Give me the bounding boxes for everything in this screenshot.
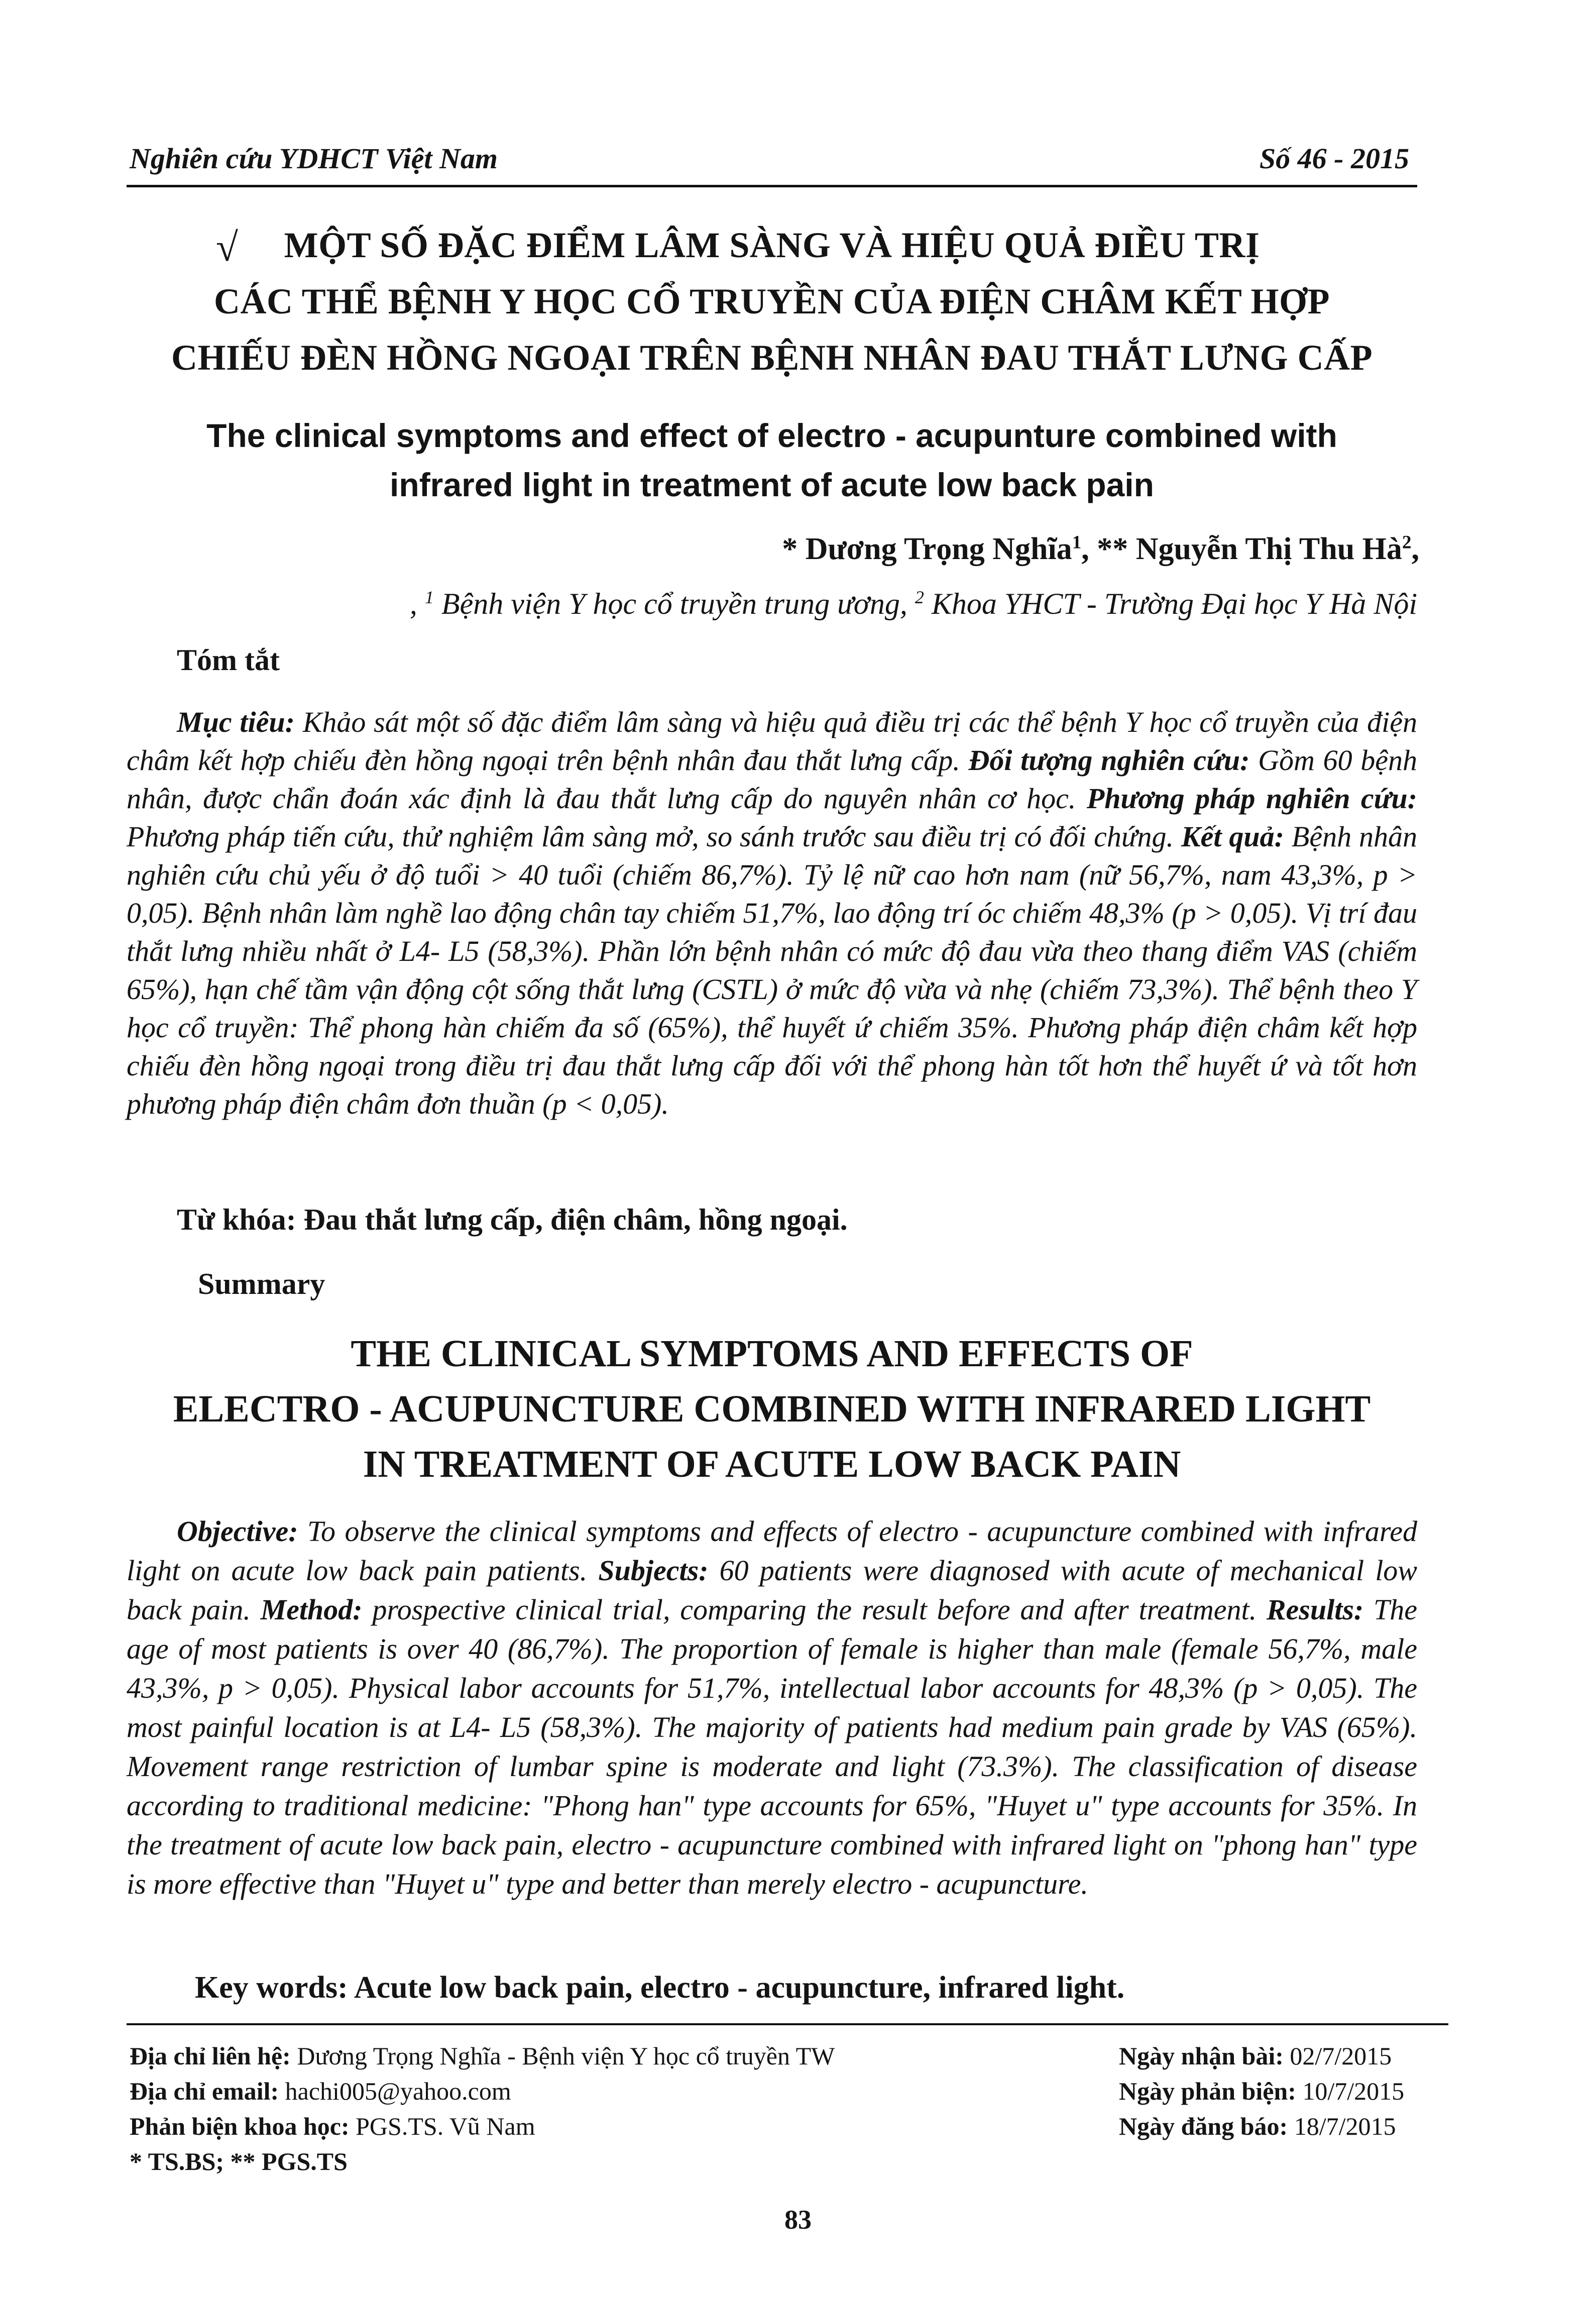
subjects-label-en: Subjects: [598,1554,709,1587]
keywords-english: Key words: Acute low back pain, electro - acupuncture, infrared light. [195,1970,1125,2005]
degrees-text: * TS.BS; ** PGS.TS [130,2147,348,2175]
contact-info [130,2038,835,2179]
title-vi-line: CHIẾU ĐÈN HỒNG NGOẠI TRÊN BỆNH NHÂN ĐAU THẮT LƯNG CẤP [171,338,1373,378]
issue-number: Số 46 - 2015 [1259,142,1409,175]
author-1: Dương Trọng Nghĩa [805,532,1072,566]
subjects-text-en: 60 patients were diagnosed with acute of mechanical low back pain. [127,1554,1417,1626]
author-2-sup: 2 [1402,532,1412,553]
author-1-sup: 1 [1072,532,1082,553]
abstract-vietnamese [127,703,1417,1123]
objective-text-vi: Khảo sát một số đặc điểm lâm sàng và hiệu quả điều trị các thể bệnh Y học cổ truyền của điện châm kết hợp chiếu đèn hồng ngoại trên bệnh nhân đau thắt lưng cấp. [127,706,1417,777]
reviewer [130,2109,835,2144]
abstract-english [127,1512,1417,1904]
journal-name: Nghiên cứu YDHCT Việt Nam [130,142,498,175]
author-separator: , ** [1081,532,1136,566]
check-mark-icon: √ [216,226,238,270]
method-label-vi: Phương pháp nghiên cứu: [1086,782,1417,815]
author-1-prefix: * [782,532,806,566]
abstract-heading-vi: Tóm tắt [177,643,280,677]
affil-2-sup: 2 [915,587,924,607]
date-published-value: 18/7/2015 [1288,2112,1396,2140]
title-english [127,411,1417,509]
objective-label-en: Objective: [177,1515,298,1548]
contact-email-label: Địa chỉ email: [130,2077,279,2105]
date-reviewed [1119,2073,1404,2109]
title-en-line: infrared light in treatment of acute low back pain [390,466,1154,503]
method-label-en: Method: [260,1593,363,1626]
date-reviewed-value: 10/7/2015 [1296,2077,1405,2105]
date-published [1119,2109,1404,2144]
author-tail: , [1411,532,1419,566]
subjects-label-vi: Đối tượng nghiên cứu: [968,744,1250,777]
results-label-vi: Kết quả: [1181,820,1284,853]
subjects-text-vi: Gồm 60 bệnh nhân, được chẩn đoán xác định là đau thắt lưng cấp do nguyên nhân cơ học. [127,744,1417,815]
header-rule [127,185,1417,187]
title-vi-line: MỘT SỐ ĐẶC ĐIỂM LÂM SÀNG VÀ HIỆU QUẢ ĐIỀU TRỊ [284,225,1260,265]
title-en-line: The clinical symptoms and effect of electro - acupunture combined with [206,417,1337,454]
summary-title-line: IN TREATMENT OF ACUTE LOW BACK PAIN [363,1443,1181,1485]
summary-title-line: ELECTRO - ACUPUNCTURE COMBINED WITH INFRARED LIGHT [173,1388,1371,1430]
affil-prefix: , [409,587,425,620]
affil-1-sup: 1 [424,587,434,607]
title-vietnamese [127,217,1417,386]
affil-2: Khoa YHCT - Trường Đại học Y Hà Nội [924,587,1417,620]
title-vi-line: CÁC THỂ BỆNH Y HỌC CỔ TRUYỀN CỦA ĐIỆN CHÂM KẾT HỢP [214,281,1330,321]
results-text-en: The age of most patients is over 40 (86,7%). The proportion of female is higher than male (female 56,7%, male 43,3%, p > 0,05). Physical labor accounts for 51,7%, intellectual labor accounts for 48,3% (p > 0,05). The most painful location is at L4- L5 (58,3%). The majority of patients had medium pain grade by VAS (65%). Movement range restriction of lumbar spine is moderate and light (73.3%). The classification of disease according to traditional medicine: "Phong han" type accounts for 65%, "Huyet u" type accounts for 35%. In the treatment of acute low back pain, electro - acupuncture combined with infrared light on "phong han" type is more effective than "Huyet u" type and better than merely electro - acupuncture. [127,1593,1417,1900]
contact-email-value: hachi005@yahoo.com [279,2077,511,2105]
keywords-vietnamese: Từ khóa: Đau thắt lưng cấp, điện châm, hồng ngoại. [177,1203,848,1236]
date-received [1119,2038,1404,2073]
results-text-vi: Bệnh nhân nghiên cứu chủ yếu ở độ tuổi > 40 tuổi (chiếm 86,7%). Tỷ lệ nữ cao hơn nam (nữ 56,7%, nam 43,3%, p > 0,05). Bệnh nhân làm nghề lao động chân tay chiếm 51,7%, lao động trí óc chiếm 48,3% (p > 0,05). Vị trí đau thắt lưng nhiều nhất ở L4- L5 (58,3%). Phần lớn bệnh nhân có mức độ đau vừa theo thang điểm VAS (chiếm 65%), hạn chế tầm vận động cột sống thắt lưng (CSTL) ở mức độ vừa và nhẹ (chiếm 73,3%). Thể bệnh theo Y học cổ truyền: Thể phong hàn chiếm đa số (65%), thể huyết ứ chiếm 35%. Phương pháp điện châm kết hợp chiếu đèn hồng ngoại trong điều trị đau thắt lưng cấp đối với thể phong hàn tốt hơn thể huyết ứ và tốt hơn phương pháp điện châm đơn thuần (p < 0,05). [127,820,1418,1120]
affiliations [410,587,1417,621]
contact-email [130,2073,835,2109]
date-reviewed-label: Ngày phản biện: [1119,2077,1296,2105]
footer-rule [127,2023,1448,2025]
date-received-value: 02/7/2015 [1283,2042,1392,2070]
degrees [130,2144,835,2179]
date-published-label: Ngày đăng báo: [1119,2112,1288,2140]
contact-address [130,2038,835,2073]
publication-dates [1119,2038,1404,2144]
results-label-en: Results: [1266,1593,1364,1626]
affil-1: Bệnh viện Y học cổ truyền trung ương, [433,587,915,620]
method-text-en: prospective clinical trial, comparing the result before and after treatment. [362,1593,1267,1626]
author-2: Nguyễn Thị Thu Hà [1135,532,1402,566]
page-number: 83 [784,2205,812,2235]
reviewer-value: PGS.TS. Vũ Nam [349,2112,535,2140]
contact-address-label: Địa chỉ liên hệ: [130,2042,291,2070]
reviewer-label: Phản biện khoa học: [130,2112,350,2140]
summary-title-line: THE CLINICAL SYMPTOMS AND EFFECTS OF [351,1333,1193,1375]
objective-text-en: To observe the clinical symptoms and effects of electro - acupuncture combined with infrared light on acute low back pain patients. [127,1515,1417,1587]
summary-heading: Summary [198,1267,325,1300]
method-text-vi: Phương pháp tiến cứu, thử nghiệm lâm sàng mở, so sánh trước sau điều trị có đối chứng. [127,820,1181,853]
contact-address-value: Dương Trọng Nghĩa - Bệnh viện Y học cổ truyền TW [290,2042,835,2070]
authors [782,531,1419,567]
date-received-label: Ngày nhận bài: [1119,2042,1284,2070]
summary-title [127,1326,1417,1492]
objective-label-vi: Mục tiêu: [177,706,295,738]
